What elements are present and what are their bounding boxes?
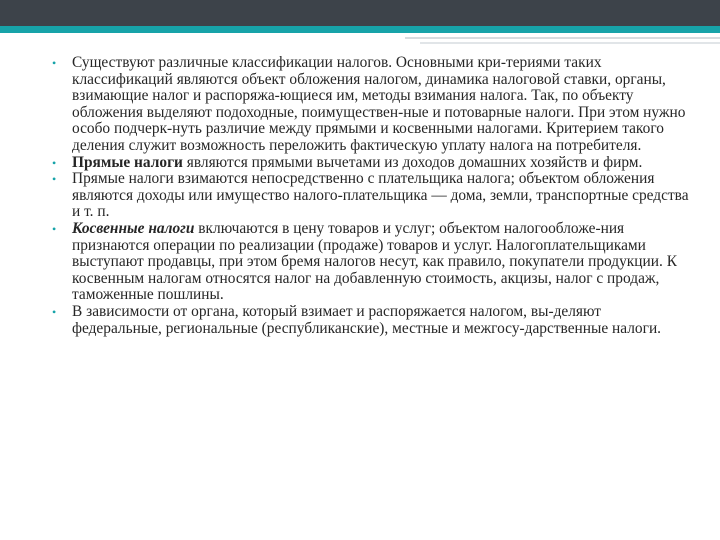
bullet-text: являются прямыми вычетами из доходов домашних хозяйств и фирм. bbox=[182, 153, 643, 171]
bullet-text: Прямые налоги взимаются непосредственно с плательщика налога; объектом обложения являются доходы или имущество налого-плательщика — дома, земли, транспортные средства и т. п. bbox=[72, 170, 689, 221]
bullet-item bbox=[52, 171, 692, 221]
bullet-icon: • bbox=[52, 221, 57, 236]
bullet-item bbox=[52, 155, 692, 172]
accent-stripe bbox=[0, 26, 720, 33]
bullet-text: Существуют различные классификации налогов. Основными кри-териями таких классификаций являются объект обложения налогом, динамика налоговой ставки, органы, взимающие налог и распоряжа-ющиеся им, методы взимания налога. Так, по объекту обложения выделяют подоходные, поимуществен-ные и потоварные налоги. При этом нужно особо подчерк-нуть различие между прямыми и косвенными налогами. Критерием такого деления служит возможность переложить фактическую уплату налога на потребителя. bbox=[72, 54, 686, 154]
decorative-rule bbox=[420, 42, 720, 44]
bullet-icon: • bbox=[52, 304, 57, 319]
bullet-item bbox=[52, 221, 692, 304]
bullet-icon: • bbox=[52, 172, 57, 187]
bullet-list bbox=[52, 55, 692, 337]
header-bar bbox=[0, 0, 720, 26]
bullet-item bbox=[52, 304, 692, 337]
bullet-text: В зависимости от органа, который взимает и распоряжается налогом, вы-деляют федеральные, региональные (республиканские), местные и межгосу-дарственные налоги. bbox=[72, 302, 662, 337]
bullet-icon: • bbox=[52, 155, 57, 170]
bullet-item bbox=[52, 55, 692, 155]
bullet-term: Прямые налоги bbox=[72, 153, 183, 171]
bullet-icon: • bbox=[52, 56, 57, 70]
bullet-text: включаются в цену товаров и услуг; объектом налогообложе-ния признаются операции по реализации (продаже) товаров и услуг. Налогоплательщиками выступают продавцы, при этом бремя налогов несут, как правило, покупатели продукции. К косвенным налогам относятся налог на добавленную стоимость, акцизы, налог с продаж, таможенные пошлины. bbox=[72, 219, 677, 304]
decorative-rule bbox=[405, 37, 720, 39]
bullet-term: Косвенные налоги bbox=[72, 219, 195, 237]
